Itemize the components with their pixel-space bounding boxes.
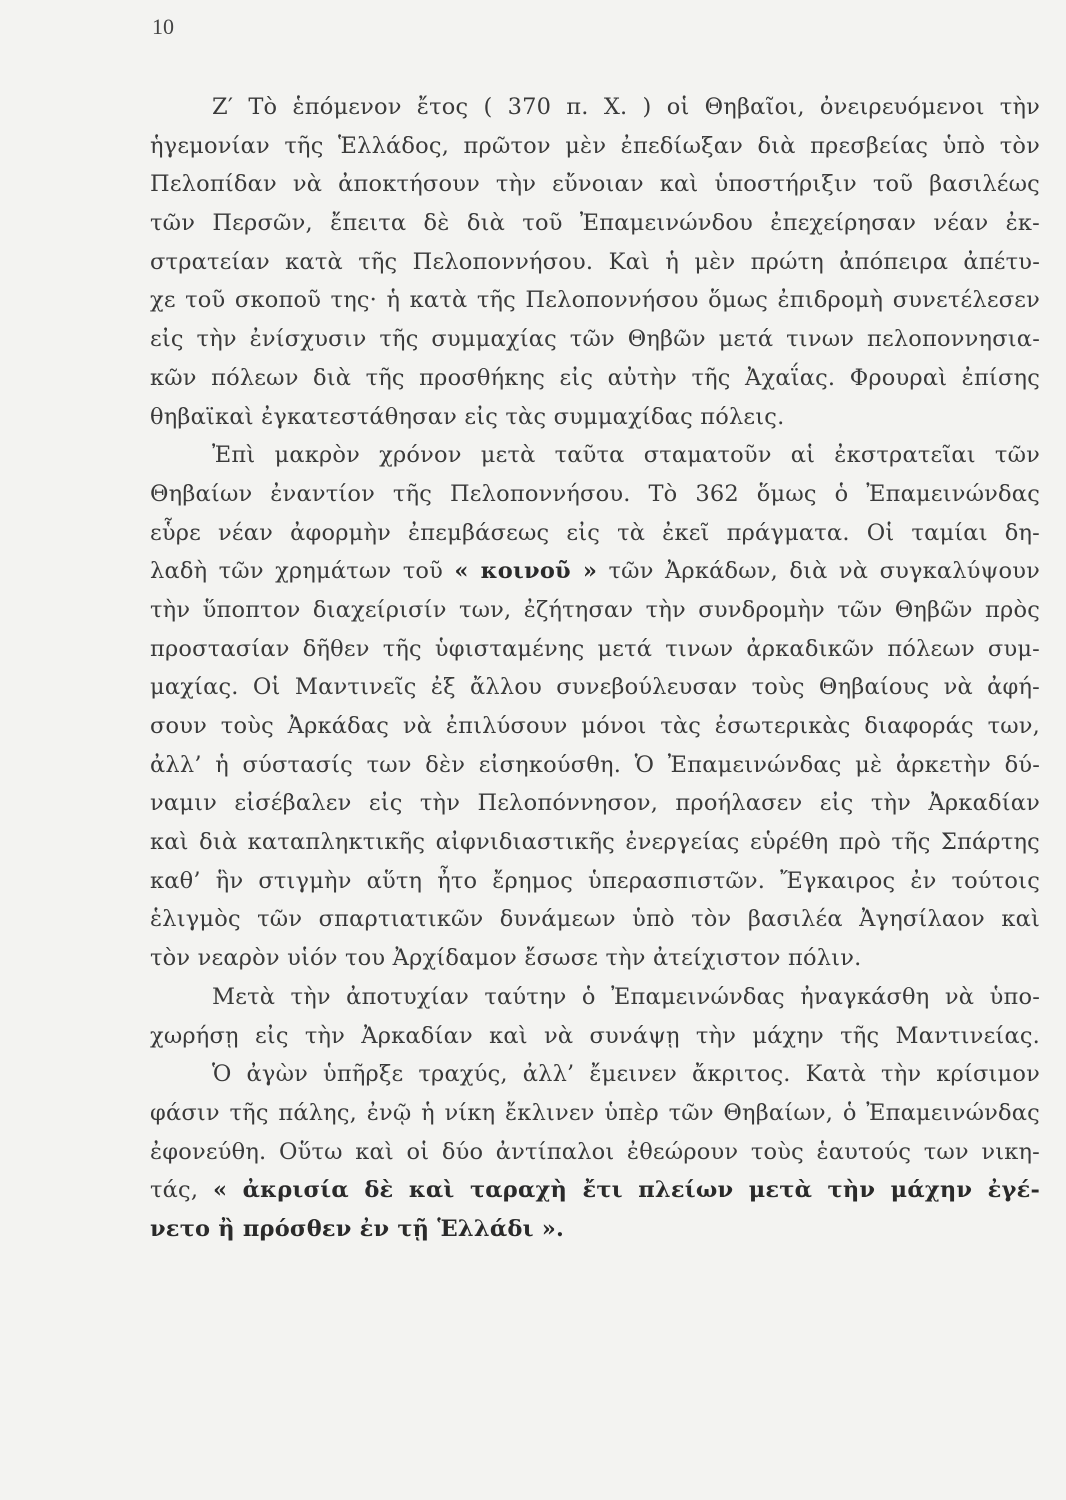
text-line: εὗρε νέαν ἀφορμὴν ἐπεμβάσεως εἰς τὰ ἐκεῖ πράγματα. Οἱ ταμίαι δη- <box>150 519 1040 546</box>
text-line: Ὁ ἀγὼν ὑπῆρξε τραχύς, ἀλλ’ ἔμεινεν ἄκριτος. Κατὰ τὴν κρίσιμον <box>212 1061 1040 1088</box>
bold-quote: « ἀκρισία δὲ καὶ ταραχὴ ἔτι πλείων μετὰ τὴν μάχην ἐγέ- <box>212 1177 1040 1204</box>
text-line: προστασίαν δῆθεν τῆς ὑφισταμένης μετά τινων ἀρκαδικῶν πόλεων συμ- <box>150 635 1040 662</box>
text-line: Θηβαίων ἐναντίον τῆς Πελοποννήσου. Τὸ 362 ὅμως ὁ Ἐπαμεινώνδας <box>150 480 1040 507</box>
page-number: 10 <box>152 14 174 39</box>
text-line <box>150 1171 1040 1210</box>
bold-quote: νετο ἢ πρόσθεν ἐν τῇ Ἑλλάδι ». <box>150 1215 565 1242</box>
text-line: καθ’ ἣν στιγμὴν αὕτη ἦτο ἔρημος ὑπερασπιστῶν. Ἔγκαιρος ἐν τούτοις <box>150 867 1040 894</box>
text-line: Ἐπὶ μακρὸν χρόνον μετὰ ταῦτα σταματοῦν αἱ ἐκστρατεῖαι τῶν <box>212 442 1040 469</box>
text-segment: τῶν Ἀρκάδων, διὰ νὰ συγκαλύψουν <box>608 558 1040 585</box>
text-segment: λαδὴ τῶν χρημάτων τοῦ <box>150 558 443 585</box>
text-line: ἑλιγμὸς τῶν σπαρτιατικῶν δυνάμεων ὑπὸ τὸν βασιλέα Ἀγησίλαον καὶ <box>150 906 1040 933</box>
text-line: καὶ διὰ καταπληκτικῆς αἰφνιδιαστικῆς ἐνεργείας εὑρέθη πρὸ τῆς Σπάρτης <box>150 829 1040 856</box>
text-segment: τάς, <box>150 1177 199 1204</box>
text-line: τὴν ὕποπτον διαχείρισίν των, ἐζήτησαν τὴν συνδρομὴν τῶν Θηβῶν πρὸς <box>150 596 1040 623</box>
text-line: τὸν νεαρὸν υἱόν του Ἀρχίδαμον ἔσωσε τὴν ἀτείχιστον πόλιν. <box>150 945 862 972</box>
text-line: θηβαϊκαὶ ἐγκατεστάθησαν εἰς τὰς συμμαχίδας πόλεις. <box>150 403 785 430</box>
text-line: χωρήσῃ εἰς τὴν Ἀρκαδίαν καὶ νὰ συνάψῃ τὴν μάχην τῆς Μαντινείας. <box>150 1022 1040 1049</box>
bold-term-koinou: « κοινοῦ » <box>454 558 598 585</box>
text-line: σουν τοὺς Ἀρκάδας νὰ ἐπιλύσουν μόνοι τὰς ἐσωτερικὰς διαφοράς των, <box>150 713 1040 739</box>
text-line <box>150 552 1040 591</box>
body-text <box>150 88 1040 1249</box>
text-line: κῶν πόλεων διὰ τῆς προσθήκης εἰς αὐτὴν τῆς Ἀχαΐας. Φρουραὶ ἐπίσης <box>150 364 1040 391</box>
text-line: στρατείαν κατὰ τῆς Πελοποννήσου. Καὶ ἡ μὲν πρώτη ἀπόπειρα ἀπέτυ- <box>150 248 1040 275</box>
text-line <box>150 1210 1040 1249</box>
text-line: ἐφονεύθη. Οὕτω καὶ οἱ δύο ἀντίπαλοι ἐθεώρουν τοὺς ἑαυτούς των νικη- <box>150 1138 1040 1165</box>
text-line: Μετὰ τὴν ἀποτυχίαν ταύτην ὁ Ἐπαμεινώνδας ἠναγκάσθη νὰ ὑπο- <box>212 983 1040 1010</box>
text-line: τῶν Περσῶν, ἔπειτα δὲ διὰ τοῦ Ἐπαμεινώνδου ἐπεχείρησαν νέαν ἐκ- <box>150 210 1040 237</box>
text-line: μαχίας. Οἱ Μαντινεῖς ἐξ ἄλλου συνεβούλευσαν τοὺς Θηβαίους νὰ ἀφή- <box>150 674 1040 701</box>
text-line: ἡγεμονίαν τῆς Ἑλλάδος, πρῶτον μὲν ἐπεδίωξαν διὰ πρεσβείας ὑπὸ τὸν <box>150 132 1040 159</box>
text-line: ἀλλ’ ἡ σύστασίς των δὲν εἰσηκούσθη. Ὁ Ἐπαμεινώνδας μὲ ἀρκετὴν δύ- <box>150 751 1040 778</box>
text-line: χε τοῦ σκοποῦ της· ἡ κατὰ τῆς Πελοποννήσου ὅμως ἐπιδρομὴ συνετέλεσεν <box>150 287 1040 314</box>
text-line: ναμιν εἰσέβαλεν εἰς τὴν Πελοπόννησον, προήλασεν εἰς τὴν Ἀρκαδίαν <box>150 790 1040 817</box>
text-line: εἰς τὴν ἐνίσχυσιν τῆς συμμαχίας τῶν Θηβῶν μετά τινων πελοποννησια- <box>150 326 1040 353</box>
text-line: φάσιν τῆς πάλης, ἐνῷ ἡ νίκη ἔκλινεν ὑπὲρ τῶν Θηβαίων, ὁ Ἐπαμεινώνδας <box>150 1099 1040 1126</box>
text-line: Ζ′ Τὸ ἑπόμενον ἔτος ( 370 π. Χ. ) οἱ Θηβαῖοι, ὀνειρευόμενοι τὴν <box>212 94 1040 120</box>
text-line: Πελοπίδαν νὰ ἀποκτήσουν τὴν εὔνοιαν καὶ ὑποστήριξιν τοῦ βασιλέως <box>150 171 1040 198</box>
